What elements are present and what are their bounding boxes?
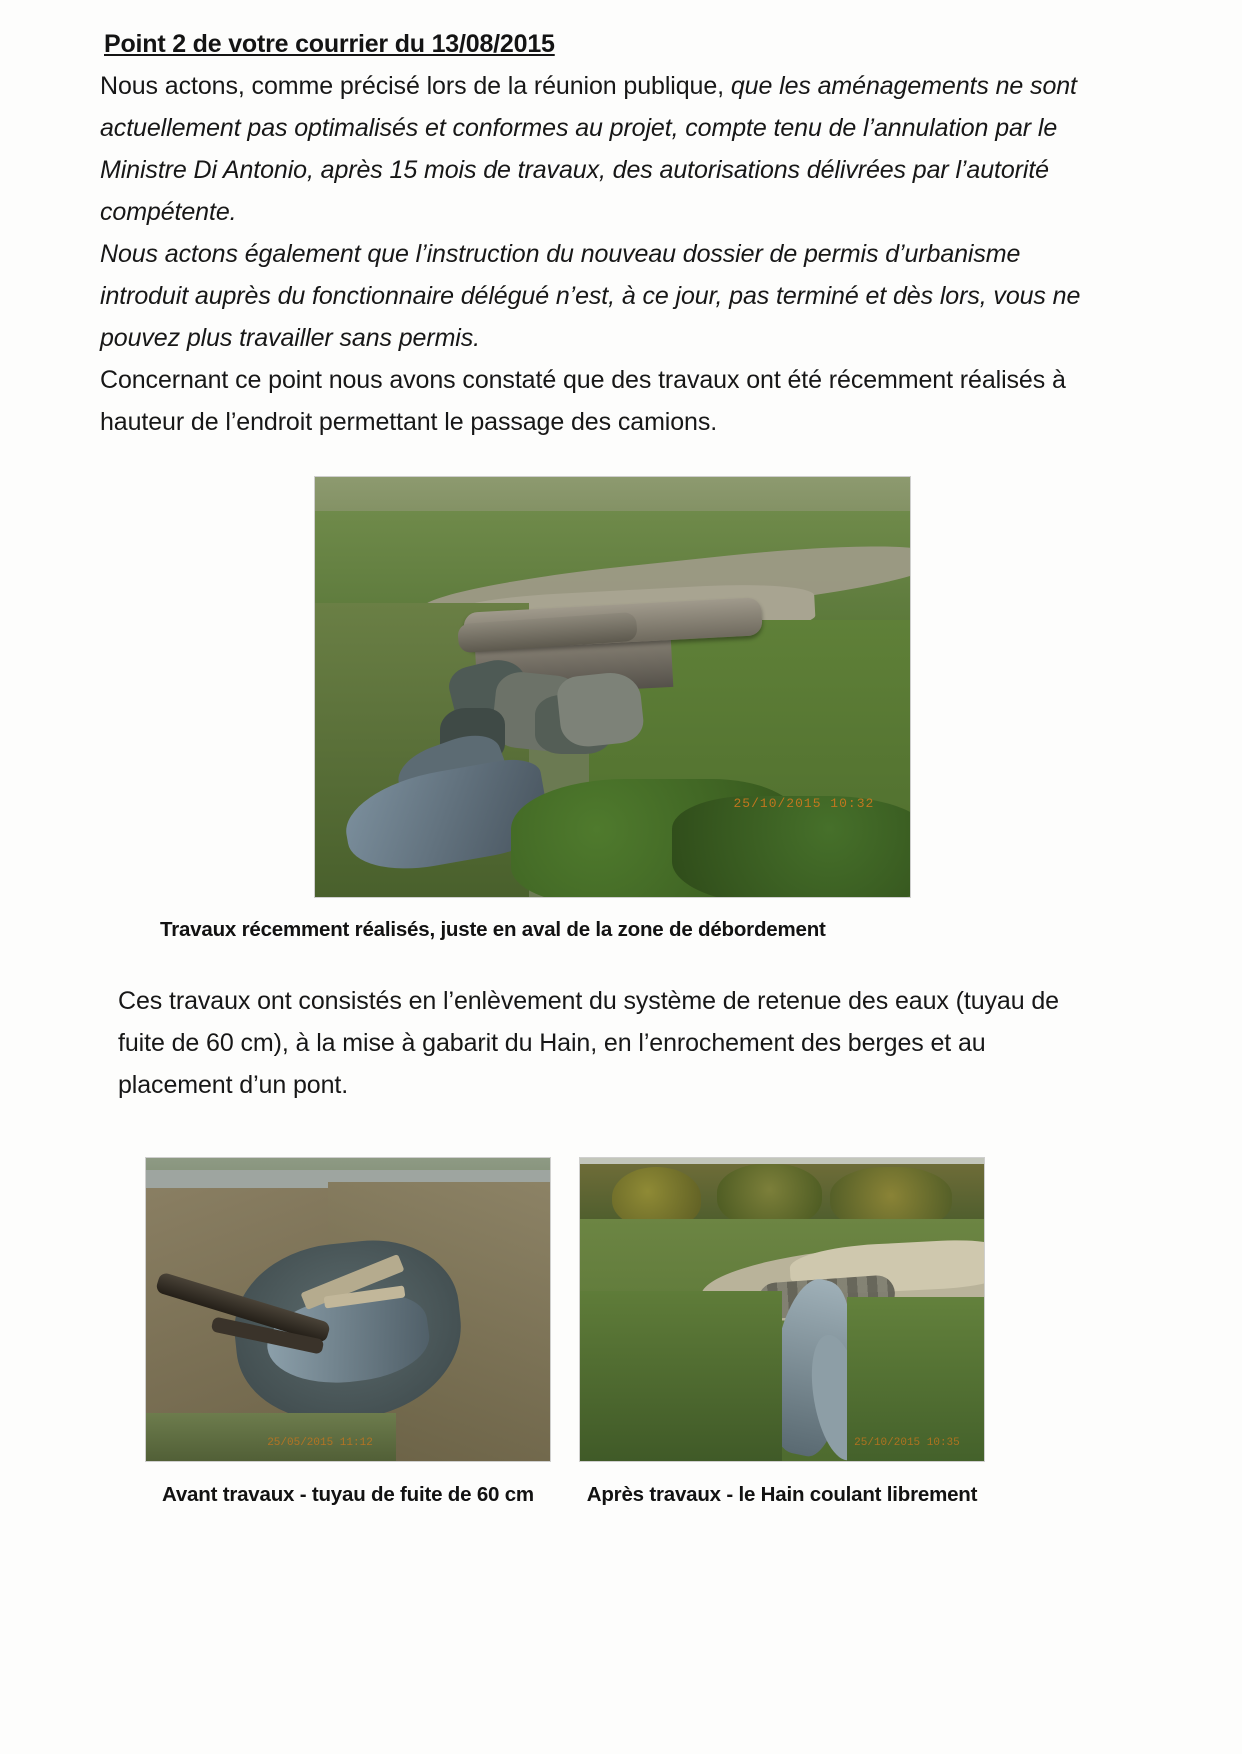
photo-timestamp-stamp: 25/05/2015 11:12 bbox=[267, 1436, 373, 1449]
figure-row bbox=[100, 1158, 1100, 1461]
photo-vegetation bbox=[672, 796, 910, 897]
page-title: Point 2 de votre courrier du 13/08/2015 bbox=[104, 30, 555, 58]
photo-timestamp-stamp: 25/10/2015 10:35 bbox=[854, 1436, 960, 1449]
document-content bbox=[100, 30, 1100, 1507]
paragraph-4: Ces travaux ont consistés en l’enlèvement du système de retenue des eaux (tuyau de fuite de 60 cm), à la mise à gabarit du Hain, en l’enrochement des berges et au placement d’un pont. bbox=[118, 987, 1059, 1099]
photo-left-grass bbox=[580, 1291, 782, 1461]
paragraph-1-plain: Nous actons, comme précisé lors de la réunion publique, bbox=[100, 72, 731, 100]
figure-1-caption: Travaux récemment réalisés, juste en aval de la zone de débordement bbox=[160, 918, 826, 941]
photo-rock bbox=[555, 670, 645, 750]
figure-1 bbox=[100, 477, 1100, 942]
figure-3-caption: Après travaux - le Hain coulant librement bbox=[586, 1483, 978, 1506]
figure-2-photo bbox=[146, 1158, 550, 1461]
paragraph-1 bbox=[100, 65, 1100, 233]
paragraph-1-italic: que les aménagements ne sont actuellement pas optimalisés et conformes au projet, compte tenu de l’annulation par le Ministre Di Antonio, après 15 mois de travaux, des autorisations délivrées par l’autorité compétente. bbox=[100, 72, 1077, 226]
figure-row-captions bbox=[100, 1483, 1100, 1507]
paragraph-3: Concernant ce point nous avons constaté que des travaux ont été récemment réalisés à hauteur de l’endroit permettant le passage des camions. bbox=[100, 366, 1066, 436]
figure-3-photo bbox=[580, 1158, 984, 1461]
figure-1-photo bbox=[315, 477, 910, 897]
paragraph-2: Nous actons également que l’instruction du nouveau dossier de permis d’urbanisme introduit auprès du fonctionnaire délégué n’est, à ce jour, pas terminé et dès lors, vous ne pouvez plus travailler sans permis. bbox=[100, 240, 1081, 352]
figure-2-caption: Avant travaux - tuyau de fuite de 60 cm bbox=[162, 1483, 534, 1506]
photo-timestamp-stamp: 25/10/2015 10:32 bbox=[733, 796, 875, 812]
